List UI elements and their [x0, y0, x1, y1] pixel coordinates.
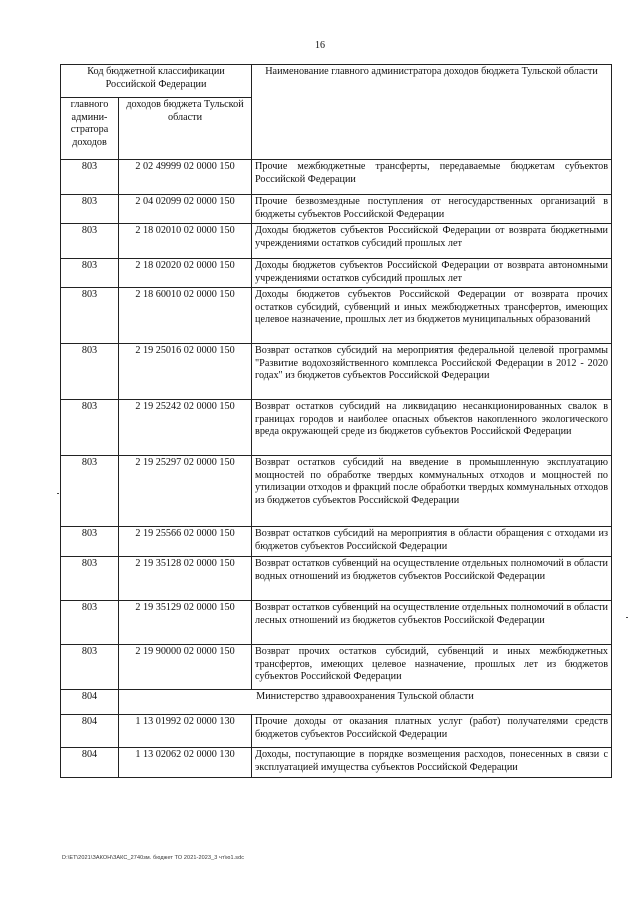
admin-code-cell: 803 [61, 400, 119, 456]
income-code-cell: 2 18 02020 02 0000 150 [119, 259, 252, 288]
table-row [61, 288, 612, 344]
admin-code-subheader: главного админи-стратора доходов [61, 98, 119, 160]
admin-code-cell: 804 [61, 748, 119, 778]
table-row [61, 601, 612, 645]
income-name-cell: Прочие межбюджетные трансферты, передаваемые бюджетам субъектов Российской Федерации [252, 160, 612, 195]
income-code-subheader: доходов бюджета Тульской области [119, 98, 252, 160]
income-name-cell: Доходы бюджетов субъектов Российской Федерации от возврата прочих остатков субсидий, субвенций и иных межбюджетных трансфертов, имеющих целевое назначение, прошлых лет из бюджетов муниципальных образований [252, 288, 612, 344]
admin-code-cell: 803 [61, 160, 119, 195]
income-name-cell: Возврат остатков субвенций на осуществление отдельных полномочий в области водных отношений из бюджетов субъектов Российской Федерации [252, 557, 612, 601]
income-name-cell: Доходы бюджетов субъектов Российской Федерации от возврата бюджетными учреждениями остатков субсидий прошлых лет [252, 224, 612, 259]
income-code-cell: 2 19 25016 02 0000 150 [119, 344, 252, 400]
income-name-cell: Доходы бюджетов субъектов Российской Федерации от возврата автономными учреждениями остатков субсидий прошлых лет [252, 259, 612, 288]
admin-code-cell: 803 [61, 288, 119, 344]
admin-name-header: Наименование главного администратора доходов бюджета Тульской области [252, 65, 612, 160]
income-code-cell: 2 18 02010 02 0000 150 [119, 224, 252, 259]
admin-code-cell: 803 [61, 601, 119, 645]
income-code-cell: 2 19 25242 02 0000 150 [119, 400, 252, 456]
page-number: 16 [315, 40, 325, 51]
income-name-cell: Возврат остатков субсидий на мероприятия федеральной целевой программы "Развитие водохозяйственного комплекса Российской Федерации в 2012 - 2020 годах" из бюджетов субъектов Российской Федерации [252, 344, 612, 400]
income-code-cell: 2 19 35129 02 0000 150 [119, 601, 252, 645]
section-row [61, 690, 612, 715]
income-code-cell: 1 13 02062 02 0000 130 [119, 748, 252, 778]
table-row [61, 645, 612, 690]
footer-file-path: D:\ЕТ\2021\ЗАКОН\ЗАКС_2740зм. бюджет ТО 2021-2023_3 чт\ю1.sdc [62, 855, 245, 861]
table-row [61, 456, 612, 527]
table-row [61, 715, 612, 748]
income-code-cell: 1 13 01992 02 0000 130 [119, 715, 252, 748]
income-name-cell: Возврат остатков субвенций на осуществление отдельных полномочий в области лесных отношений из бюджетов субъектов Российской Федерации [252, 601, 612, 645]
section-title-cell: Министерство здравоохранения Тульской области [119, 690, 612, 715]
admin-code-cell: 803 [61, 195, 119, 224]
table-row [61, 195, 612, 224]
scan-speck [626, 617, 628, 618]
budget-classification-table [60, 64, 612, 778]
kbk-header: Код бюджетной классификации Российской Федерации [61, 65, 252, 98]
income-name-cell: Прочие доходы от оказания платных услуг (работ) получателями средств бюджетов субъектов Российской Федерации [252, 715, 612, 748]
table-row [61, 344, 612, 400]
table-row [61, 557, 612, 601]
income-name-cell: Доходы, поступающие в порядке возмещения расходов, понесенных в связи с эксплуатацией имущества субъектов Российской Федерации [252, 748, 612, 778]
income-name-cell: Прочие безвозмездные поступления от негосударственных организаций в бюджеты субъектов Российской Федерации [252, 195, 612, 224]
income-name-cell: Возврат остатков субсидий на введение в промышленную эксплуатацию мощностей по обработке твердых коммунальных отходов и мощностей по утилизации отходов и фракций после обработки твердых коммунальных отходов из бюджетов субъектов Российской Федерации [252, 456, 612, 527]
table-body [61, 160, 612, 778]
income-code-cell: 2 18 60010 02 0000 150 [119, 288, 252, 344]
income-code-cell: 2 19 35128 02 0000 150 [119, 557, 252, 601]
income-code-cell: 2 19 25297 02 0000 150 [119, 456, 252, 527]
income-code-cell: 2 02 49999 02 0000 150 [119, 160, 252, 195]
table-row [61, 224, 612, 259]
admin-code-cell: 803 [61, 259, 119, 288]
table-row [61, 748, 612, 778]
income-name-cell: Возврат остатков субсидий на мероприятия в области обращения с отходами из бюджетов субъектов Российской Федерации [252, 527, 612, 557]
table-row [61, 400, 612, 456]
admin-code-cell: 803 [61, 527, 119, 557]
admin-code-cell: 803 [61, 456, 119, 527]
table-row [61, 527, 612, 557]
table-row [61, 259, 612, 288]
admin-code-cell: 804 [61, 715, 119, 748]
scan-speck [57, 493, 59, 494]
income-code-cell: 2 04 02099 02 0000 150 [119, 195, 252, 224]
admin-code-cell: 803 [61, 344, 119, 400]
income-code-cell: 2 19 25566 02 0000 150 [119, 527, 252, 557]
admin-code-cell: 803 [61, 557, 119, 601]
admin-code-cell: 803 [61, 645, 119, 690]
income-name-cell: Возврат прочих остатков субсидий, субвенций и иных межбюджетных трансфертов, имеющих целевое назначение, прошлых лет из бюджетов субъектов Российской Федерации [252, 645, 612, 690]
admin-code-cell: 803 [61, 224, 119, 259]
admin-code-cell: 804 [61, 690, 119, 715]
income-code-cell: 2 19 90000 02 0000 150 [119, 645, 252, 690]
income-name-cell: Возврат остатков субсидий на ликвидацию несанкционированных свалок в границах городов и наиболее опасных объектов накопленного экологического вреда окружающей среде из бюджетов субъектов Российской Федерации [252, 400, 612, 456]
table-row [61, 160, 612, 195]
